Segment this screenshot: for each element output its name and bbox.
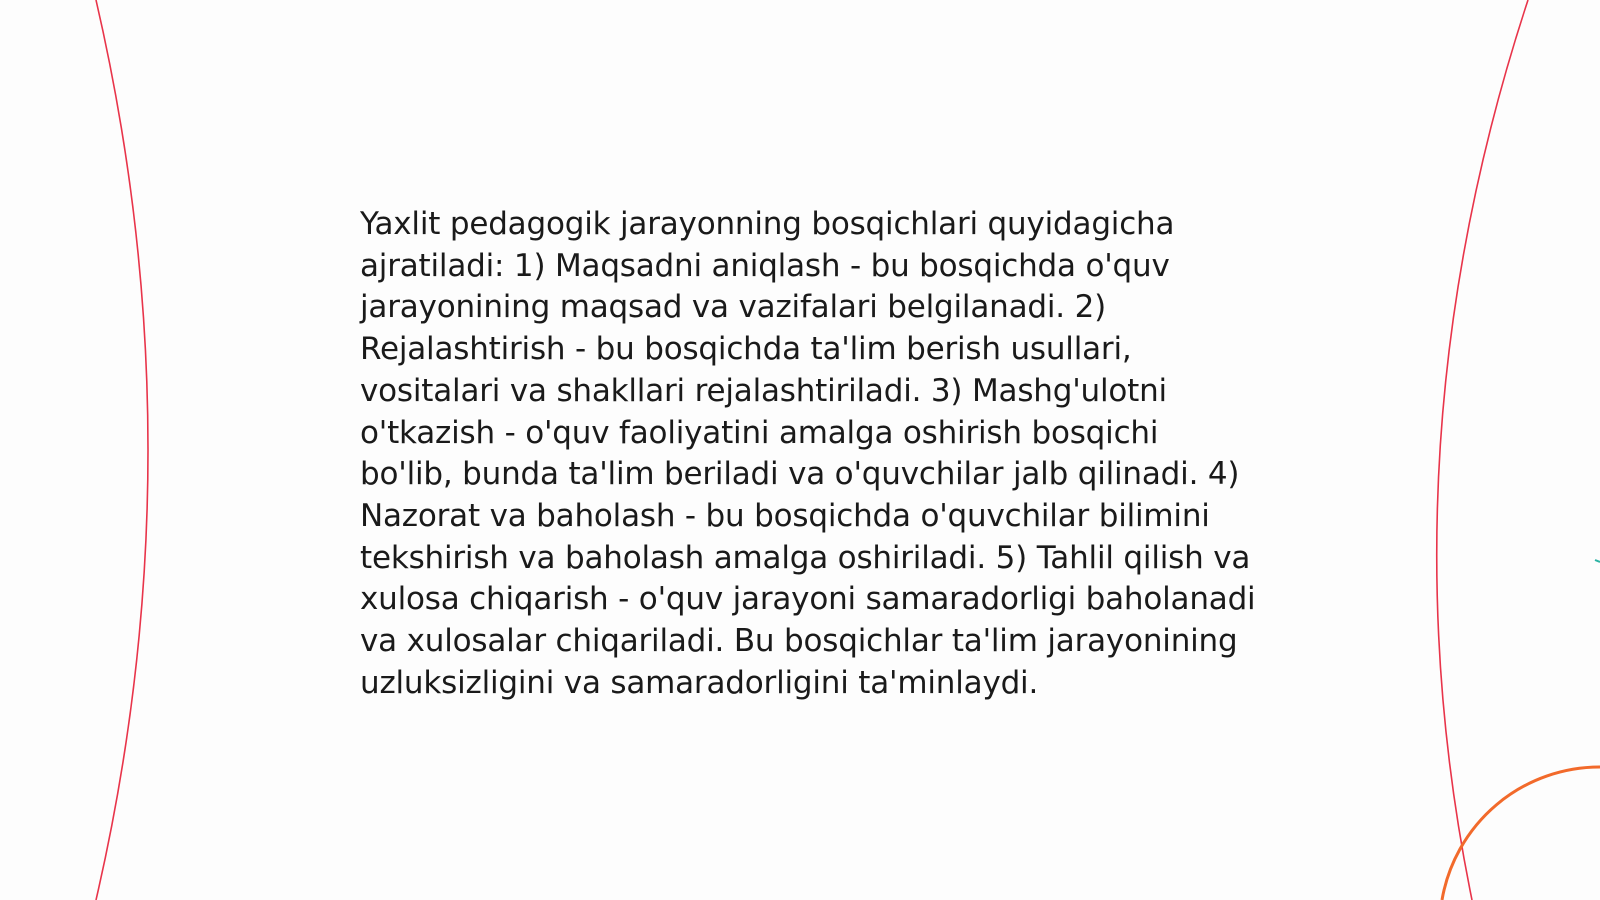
left-curve [96,0,148,900]
slide-body-text: Yaxlit pedagogik jarayonning bosqichlari quyidagicha ajratiladi: 1) Maqsadni aniqlash - bu bosqichda o'quv jarayonining maqsad va vazifalari belgilanadi. 2) Rejalashtirish - bu bosqichda ta'lim berish usullari, vositalari va shakllari rejalashtiriladi. 3) Mashg'ulotni o'tkazish - o'quv faoliyatini amalga oshirish bosqichi bo'lib, bunda ta'lim beriladi va o'quvchilar jalb qilinadi. 4) Nazorat va baholash - bu bosqichda o'quvchilar bilimini tekshirish va baholash amalga oshiriladi. 5) Tahlil qilish va xulosa chiqarish - o'quv jarayoni samaradorligi baholanadi va xulosalar chiqariladi. Bu bosqichlar ta'lim jarayonining uzluksizligini va samaradorligini ta'minlaydi. [360,206,1256,701]
corner-circle [1442,767,1600,900]
right-curve [1437,0,1528,900]
accent-mark [1595,560,1600,562]
